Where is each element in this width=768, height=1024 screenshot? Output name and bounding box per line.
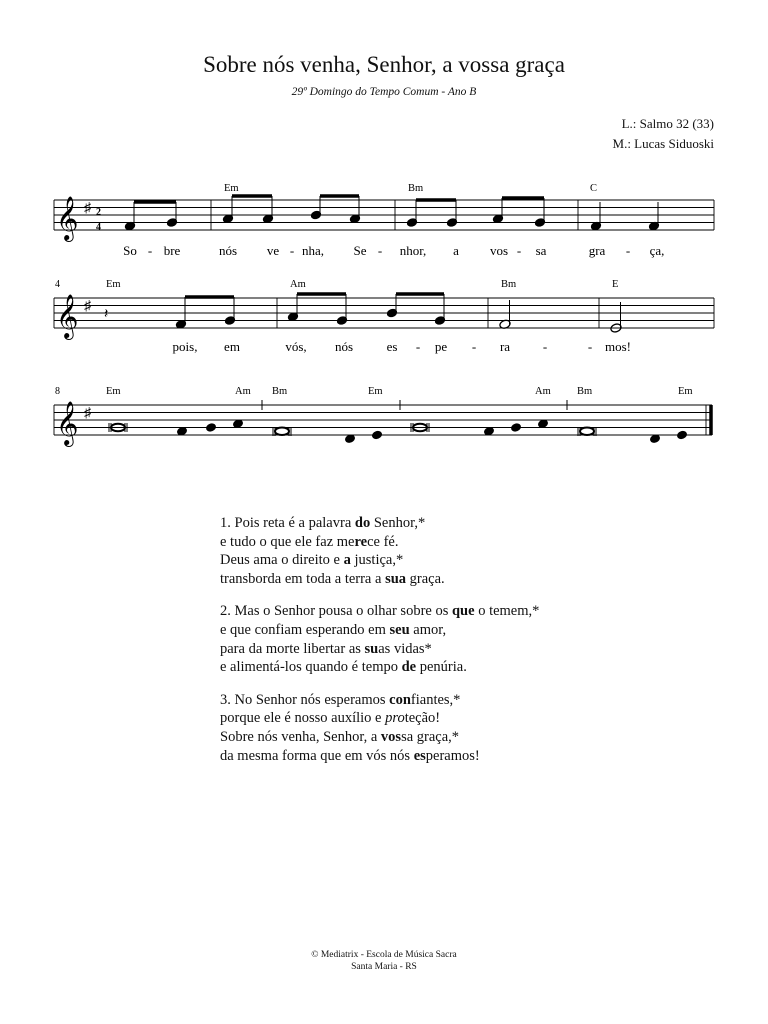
staff-system-1 [54,183,714,258]
verse-text: as vidas* [378,640,432,657]
lyric-syllable: Se [353,243,367,258]
chord-symbol: Em [368,386,383,397]
lyric-syllable: em [224,339,240,354]
verse-text: peramos! [425,747,480,764]
verse-text: 1. Pois reta é a palavra [220,515,355,531]
lyric-syllable: pois, [172,339,198,354]
lyric-syllable: vos [489,243,509,258]
chord-symbol: Em [106,279,121,290]
lyric-hyphen: - [625,243,631,258]
verse-line [220,533,539,552]
stressed-syllable: seu [389,621,410,638]
key-signature-sharp-icon: ♯ [84,201,91,216]
composer-credit: M.: Lucas Siduoski [612,136,714,151]
verse-text: Deus ama o direito e [220,552,344,569]
verse-text: e que confiam esperando em [220,621,390,638]
lyric-hyphen: - [147,243,153,258]
verse-line [220,551,539,570]
chord-symbol: Am [235,386,251,397]
stressed-syllable: de [401,659,417,676]
verse-line [220,691,539,710]
measure-4 [590,202,659,231]
verse-stanza [220,514,539,588]
lyric-syllable: nós [334,339,354,354]
lyric-syllable: So [123,243,137,258]
footer [0,949,768,973]
lyric-syllable: gra [588,243,606,258]
lyric-syllable: nhor, [399,243,427,258]
treble-clef-icon: 𝄞 [56,198,79,240]
verse-text: porque ele é nosso auxílio e [220,710,386,727]
lyric-syllable: ça, [649,243,665,258]
verse-text: o temem,* [474,603,540,620]
chord-symbol: Bm [408,183,424,194]
lyric-syllable: ra [499,339,511,354]
chord-symbol: C [590,183,598,194]
stressed-syllable: con [389,691,411,708]
footer-location: Santa Maria - RS [351,962,417,972]
lyric-hyphen: - [516,243,522,258]
lyric-syllable: vós, [285,339,307,354]
verse-line [220,728,539,747]
verse-text: amor, [409,621,447,638]
verse-text: e alimentá-los quando é tempo [220,659,402,676]
verse-line [220,747,539,766]
treble-clef-icon: 𝄞 [56,403,79,445]
verse-text: 3. No Senhor nós esperamos [220,691,390,708]
stressed-syllable: do [354,515,371,531]
lyric-hyphen: - [415,339,421,354]
chord-symbol: Am [535,386,551,397]
quarter-rest-icon: 𝄽 [104,307,109,322]
lyric-syllable: ve [266,243,280,258]
verse-text: transborda em toda a terra a [220,570,386,587]
chord-symbol: Bm [501,279,517,290]
verse-text: ce fé. [367,533,399,550]
verses-block [220,514,539,779]
verse-line [220,709,539,728]
verse-line [220,621,539,640]
lyric-syllable: a [453,243,459,258]
staff-system-3 [54,386,712,447]
footer-copyright: © Mediatrix - Escola de Música Sacra [311,950,457,960]
treble-clef-icon: 𝄞 [56,296,79,338]
verse-text: da mesma forma que em vós nós [220,747,414,764]
lyric-syllable: pe [434,339,448,354]
lyric-syllable: mos! [605,339,631,354]
measure-number: 8 [55,386,60,397]
music-score [0,170,768,470]
subtitle: 29º Domingo do Tempo Comum - Ano B [291,86,477,98]
stressed-syllable: vos [380,728,402,745]
verse-stanza [220,602,539,676]
chord-symbol: E [612,279,619,290]
lyric-syllable: nós [218,243,238,258]
verse-line [220,658,539,677]
chord-symbol: Em [678,386,693,397]
verse-line [220,570,539,589]
lyric-hyphen: - [587,339,593,354]
measure-number: 4 [55,279,60,290]
key-signature-sharp-icon: ♯ [84,299,91,314]
lyric-syllable: sa [535,243,547,258]
measure-3 [406,198,545,227]
chord-symbol: Em [106,386,121,397]
verse-text: graça. [406,570,445,587]
stressed-syllable: es [413,747,426,764]
chord-symbol: Am [290,279,306,290]
verse-text: Sobre nós venha, Senhor, a [220,728,381,745]
verse-line [220,640,539,659]
verse-text: teção! [404,710,441,727]
time-signature-top: 2 [96,207,101,218]
chord-symbol: Bm [272,386,288,397]
verse-text: sa graça,* [401,728,460,745]
page-title: Sobre nós venha, Senhor, a vossa graça [203,52,565,77]
verse-line [220,602,539,621]
staff-system-2 [54,279,714,354]
verse-text: para da morte libertar as [220,640,365,657]
verse-text: justiça,* [350,552,404,569]
chord-symbol: Em [224,183,239,194]
lyric-hyphen: - [289,243,295,258]
verse-stanza [220,691,539,765]
verse-text: fiantes,* [410,691,461,708]
lyric-hyphen: - [471,339,477,354]
verse-text: penúria. [416,659,467,676]
stressed-syllable: su [364,640,379,657]
lyric-syllable: es [386,339,398,354]
key-signature-sharp-icon: ♯ [84,406,91,421]
stressed-syllable: que [451,603,475,620]
stressed-syllable: re [354,533,368,550]
stressed-syllable: a [343,552,351,569]
time-signature-bottom: 4 [96,222,101,233]
stressed-syllable: sua [385,570,407,587]
lyric-hyphen: - [542,339,548,354]
lyric-syllable: bre [163,243,181,258]
verse-text: 2. Mas o Senhor pousa o olhar sobre os [220,603,452,620]
measure-1 [124,202,177,231]
verse-text: e tudo o que ele faz me [220,533,355,550]
lyric-hyphen: - [377,243,383,258]
italic-syllable: pro [385,710,405,727]
chord-symbol: Bm [577,386,593,397]
verse-text: Senhor,* [370,515,426,531]
lyricist-credit: L.: Salmo 32 (33) [621,116,714,131]
verse-line [220,514,539,533]
lyric-syllable: nha, [301,243,325,258]
